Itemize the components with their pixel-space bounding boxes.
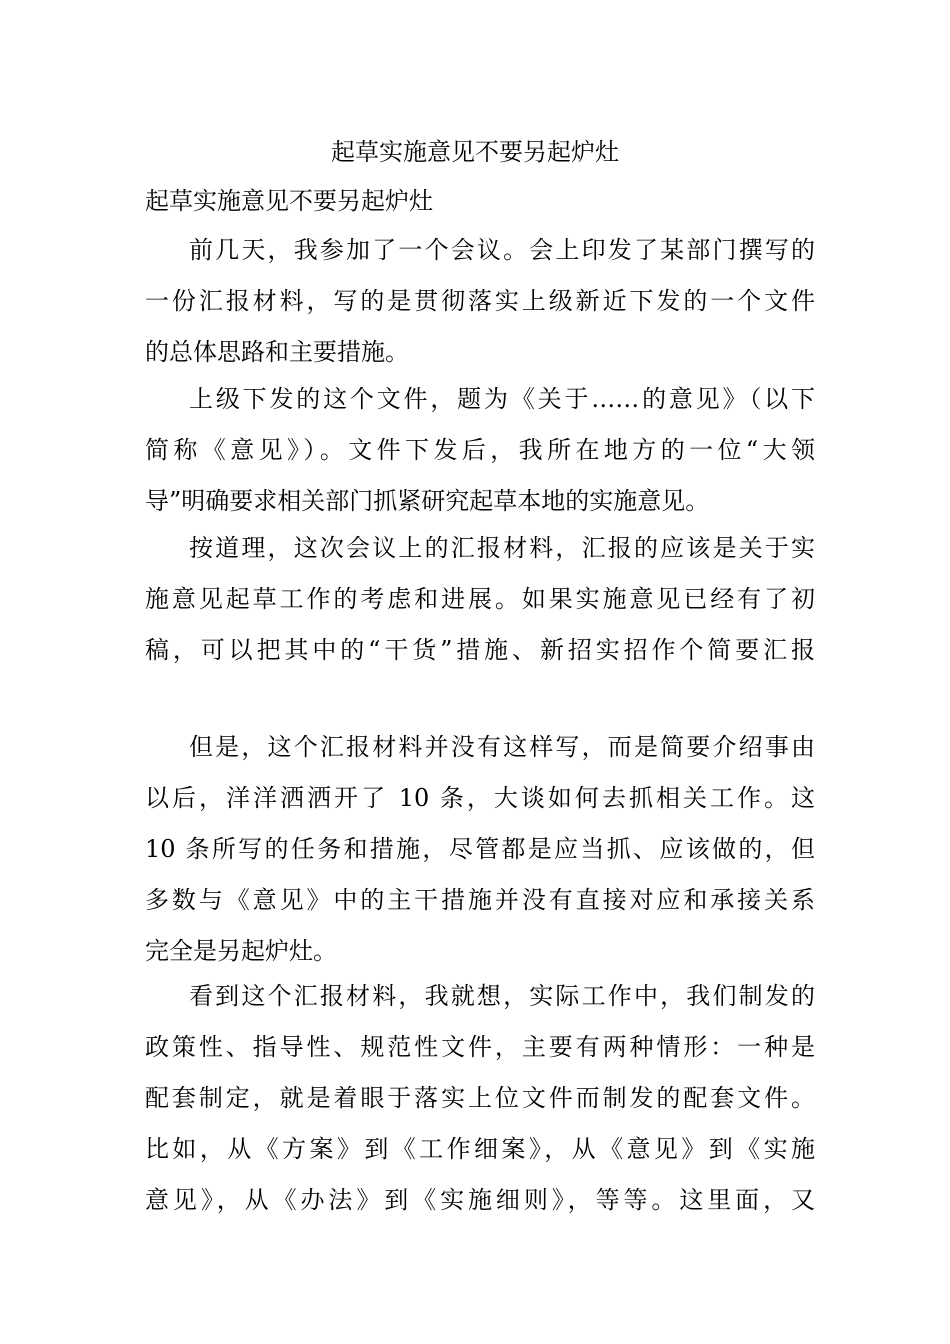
paragraph-line: 意见》，从《办法》到《实施细则》，等等。这里面，又 xyxy=(145,1186,815,1214)
paragraph-line: 以后，洋洋洒洒开了 10 条，大谈如何去抓相关工作。这 xyxy=(145,784,815,812)
paragraph-line: 施意见起草工作的考虑和进展。如果实施意见已经有了初 xyxy=(145,585,815,613)
paragraph-line: 按道理，这次会议上的汇报材料，汇报的应该是关于实 xyxy=(189,534,815,562)
paragraph-1 xyxy=(145,225,815,378)
paragraph-line: 政策性、指导性、规范性文件，主要有两种情形：一种是 xyxy=(145,1033,815,1061)
paragraph-line: 配套制定，就是着眼于落实上位文件而制发的配套文件。 xyxy=(145,1084,815,1112)
document-subtitle: 起草实施意见不要另起炉灶 xyxy=(145,187,433,215)
paragraph-line: 但是，这个汇报材料并没有这样写，而是简要介绍事由 xyxy=(189,733,815,761)
paragraph-line: 导”明确要求相关部门抓紧研究起草本地的实施意见。 xyxy=(145,487,710,515)
paragraph-4 xyxy=(145,722,815,977)
paragraph-line: 的总体思路和主要措施。 xyxy=(145,338,409,366)
document-title: 起草实施意见不要另起炉灶 xyxy=(331,138,619,166)
paragraph-line: 稿，可以把其中的“干货”措施、新招实招作个简要汇报 xyxy=(145,636,815,664)
paragraph-2 xyxy=(145,374,815,527)
paragraph-line: 一份汇报材料，写的是贯彻落实上级新近下发的一个文件 xyxy=(145,287,815,315)
paragraph-5 xyxy=(145,971,815,1226)
paragraph-line: 10 条所写的任务和措施，尽管都是应当抓、应该做的，但 xyxy=(145,835,815,863)
paragraph-line: 看到这个汇报材料，我就想，实际工作中，我们制发的 xyxy=(189,982,815,1010)
paragraph-3 xyxy=(145,523,815,676)
paragraph-line: 多数与《意见》中的主干措施并没有直接对应和承接关系 xyxy=(145,886,815,914)
paragraph-line: 前几天，我参加了一个会议。会上印发了某部门撰写的 xyxy=(189,236,815,264)
paragraph-line: 比如，从《方案》到《工作细案》，从《意见》到《实施 xyxy=(145,1135,815,1163)
paragraph-line: 上级下发的这个文件，题为《关于……的意见》（以下 xyxy=(189,385,815,413)
paragraph-line: 简称《意见》）。文件下发后，我所在地方的一位“大领 xyxy=(145,436,815,464)
paragraph-line: 完全是另起炉灶。 xyxy=(145,937,337,965)
